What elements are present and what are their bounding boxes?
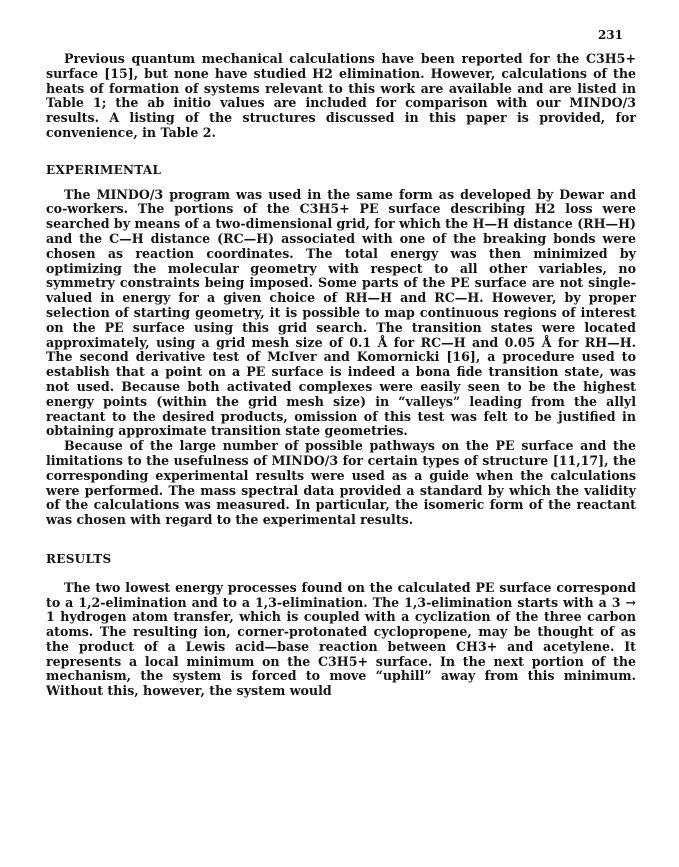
page-number: 231	[597, 28, 623, 42]
paper-body	[46, 52, 636, 699]
experimental-heading: EXPERIMENTAL	[46, 162, 162, 177]
results-paragraph-1: The two lowest energy processes found on the calculated PE surface correspond to a 1,2-elimination and to a 1,3-elimination. The 1,3-elimination starts with a 3 → 1 hydrogen atom transfer, which is coupled with a cyclization of the three carbon atoms. The resulting ion, corner-protonated cyclopropene, may be thought of as the product of a Lewis acid—base reaction between CH3+ and acetylene. It represents a local minimum on the C3H5+ surface. In the next portion of the mechanism, the system is forced to move “uphill” away from this minimum. Without this, however, the system would	[46, 579, 636, 699]
experimental-paragraph-1: The MINDO/3 program was used in the same form as developed by Dewar and co-workers. The portions of the C3H5+ PE surface describing H2 loss were searched by means of a two-dimensional grid, for which the H—H distance (RH—H) and the C—H distance (RC—H) associated with one of the breaking bonds were chosen as reaction coordinates. The total energy was then minimized by optimizing the molecular geometry with respect to all other variables, no symmetry constraints being imposed. Some parts of the PE surface are not single-valued in energy for a given choice of RH—H and RC—H. However, by proper selection of starting geometry, it is possible to map continuous regions of interest on the PE surface using this grid search. The transition states were located approximately, using a grid mesh size of 0.1 Å for RC—H and 0.05 Å for RH—H. The second derivative test of McIver and Komornicki [16], a procedure used to establish that a point on a PE surface is indeed a bona fide transition state, was not used. Because both activated complexes were easily seen to be the highest energy points (within the grid mesh size) in “valleys” leading from the allyl reactant to the desired products, omission of this test was felt to be justified in obtaining approximate transition state geometries.	[46, 186, 636, 439]
experimental-paragraph-2: Because of the large number of possible pathways on the PE surface and the limitations to the usefulness of MINDO/3 for certain types of structure [11,17], the corresponding experimental results were used as a guide when the calculations were performed. The mass spectral data provided a standard by which the validity of the calculations was measured. In particular, the isomeric form of the reactant was chosen with regard to the experimental results.	[46, 438, 636, 528]
results-heading: RESULTS	[46, 551, 112, 566]
intro-paragraph: Previous quantum mechanical calculations have been reported for the C3H5+ surface [15], but none have studied H2 elimination. However, calculations of the heats of formation of systems relevant to this work are available and are listed in Table 1; the ab initio values are included for comparison with our MINDO/3 results. A listing of the structures discussed in this paper is provided, for convenience, in Table 2.	[46, 51, 636, 140]
